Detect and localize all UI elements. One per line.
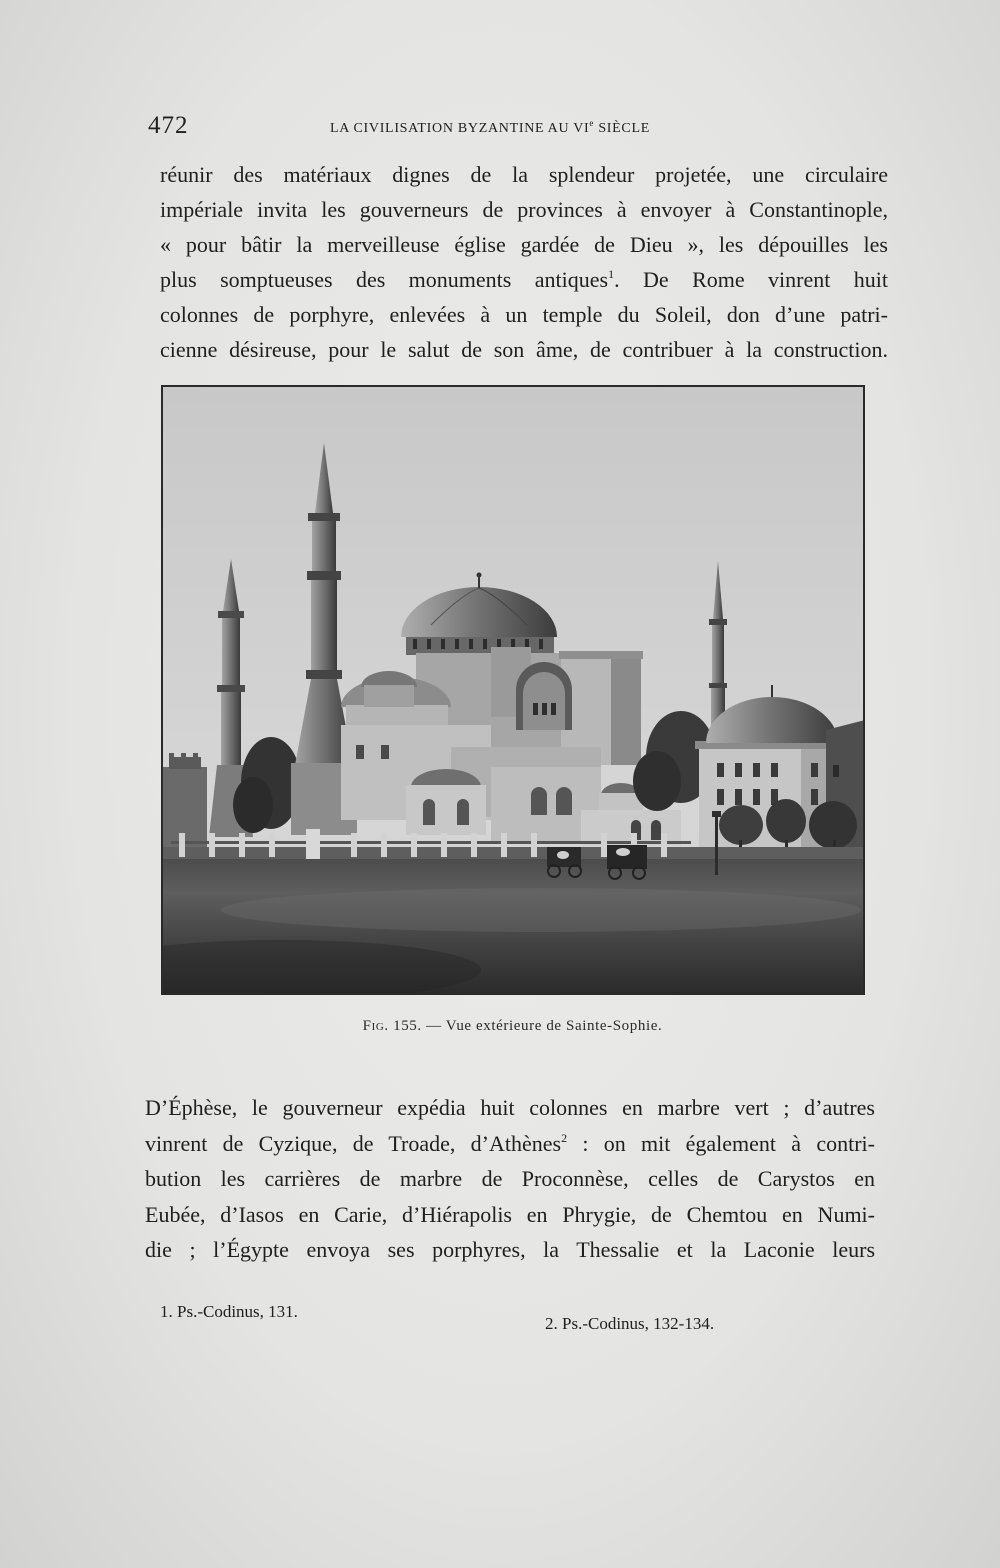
paragraph-1-line-6: cienne désireuse, pour le salut de son âme, de contribuer à la construction. — [160, 337, 888, 362]
paragraph-1-line-2: impériale invita les gouverneurs de provinces à envoyer à Constantinople, — [160, 197, 888, 222]
paragraph-1-line-5: colonnes de porphyre, enlevées à un temple du Soleil, don d’une patri- — [160, 302, 888, 327]
paragraph-2-line-5: die ; l’Égypte envoya ses porphyres, la Thessalie et la Laconie leurs — [145, 1237, 875, 1262]
paragraph-2 — [145, 1090, 875, 1268]
paragraph-2-line-1: D’Éphèse, le gouverneur expédia huit colonnes en marbre vert ; d’autres — [145, 1095, 875, 1120]
paragraph-2-line-3: bution les carrières de marbre de Proconnèse, celles de Carystos en — [145, 1166, 875, 1191]
line-text: plus somptueuses des monuments antiques — [160, 267, 609, 292]
ground — [161, 859, 865, 995]
figure-label: Fig. — [362, 1018, 389, 1034]
footnote-number: 1. — [160, 1302, 173, 1321]
paragraph-1 — [160, 157, 888, 367]
figure-caption-text: 155. — Vue extérieure de Sainte-Sophie. — [393, 1018, 663, 1034]
footnote-2 — [545, 1314, 714, 1334]
line-text: : on mit également à contri- — [567, 1130, 875, 1156]
paragraph-2-line-4: Eubée, d’Iasos en Carie, d’Hiérapolis en Phrygie, de Chemtou en Numi- — [145, 1201, 875, 1227]
paragraph-1-line-1: réunir des matériaux dignes de la splendeur projetée, une circulaire — [160, 162, 888, 187]
footnote-reference-1: 1 — [608, 267, 615, 281]
footnote-1 — [160, 1302, 298, 1322]
running-title-superscript: e — [589, 118, 595, 128]
footnote-reference-2: 2 — [561, 1130, 568, 1145]
footnote-text: Ps.-Codinus, 131. — [177, 1302, 298, 1321]
line-text: vinrent de Cyzique, de Troade, d’Athènes — [145, 1130, 562, 1156]
figure-photo-sainte-sophie — [161, 385, 865, 995]
paragraph-1-line-4 — [160, 262, 888, 297]
running-title-text: LA CIVILISATION BYZANTINE AU VI — [330, 121, 590, 136]
figure-caption — [160, 1018, 865, 1035]
line-text: . De Rome vinrent huit — [614, 267, 889, 292]
footnote-number: 2. — [545, 1314, 558, 1333]
page-number: 472 — [148, 112, 189, 139]
paragraph-1-line-3: « pour bâtir la merveilleuse église gardée de Dieu », les dépouilles les — [160, 232, 888, 257]
footnote-text: Ps.-Codinus, 132-134. — [562, 1314, 715, 1333]
running-title — [330, 118, 650, 137]
paragraph-2-line-2 — [145, 1126, 875, 1162]
running-title-end: SIÈCLE — [594, 121, 650, 136]
